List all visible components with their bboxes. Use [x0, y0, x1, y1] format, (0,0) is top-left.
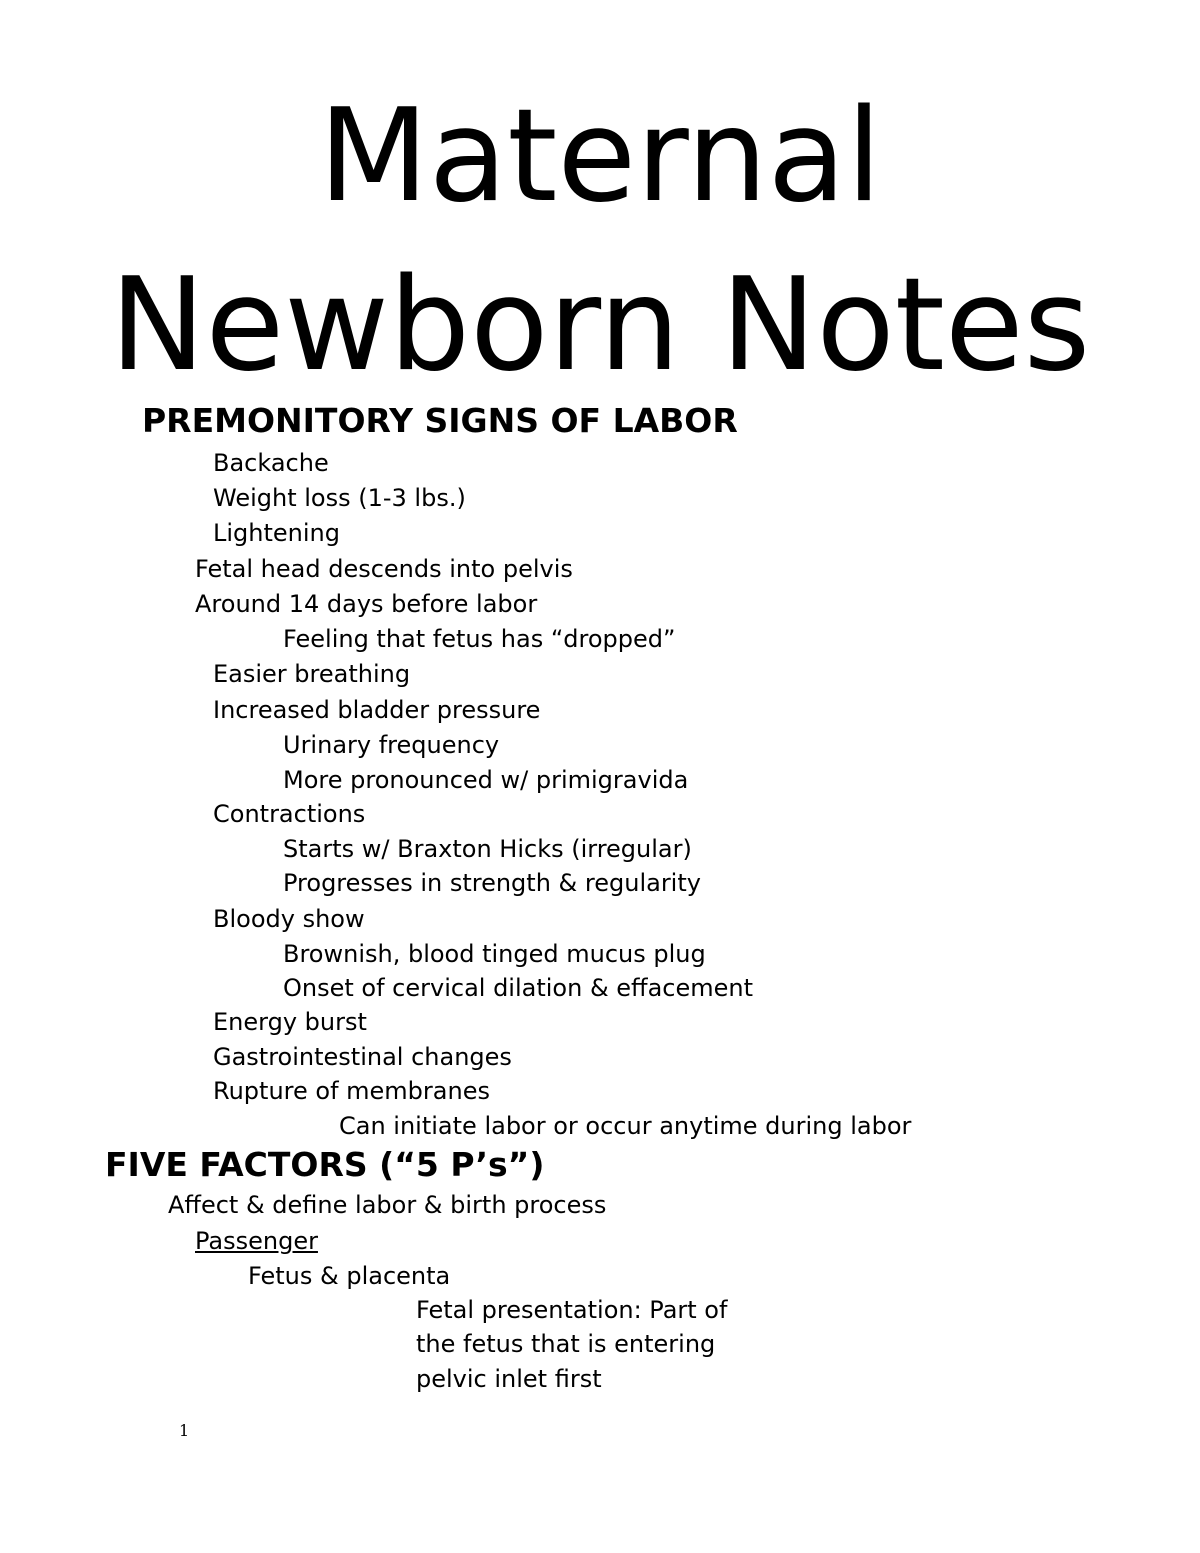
list-item-text: Fetal presentation: Part of	[416, 1296, 728, 1324]
page-number: 1	[179, 1421, 190, 1440]
list-item-text: Feeling that fetus has “dropped”	[283, 625, 676, 653]
page-title-line-2: Newborn Notes	[109, 251, 1091, 400]
list-item-text: More pronounced w/ primigravida	[283, 766, 689, 794]
list-item-text: the fetus that is entering	[416, 1330, 716, 1358]
list-item-text: Onset of cervical dilation & effacement	[283, 974, 754, 1002]
list-item-text: pelvic inlet first	[416, 1365, 602, 1393]
list-item-text: Contractions	[213, 800, 366, 828]
section-heading-premonitory-signs: PREMONITORY SIGNS OF LABOR	[142, 401, 738, 440]
list-item-text: Urinary frequency	[283, 731, 500, 759]
list-item-text: Energy burst	[213, 1008, 367, 1036]
list-item-text: Around 14 days before labor	[195, 590, 538, 618]
list-item-text: Gastrointestinal changes	[213, 1043, 512, 1071]
list-item-text: Brownish, blood tinged mucus plug	[283, 940, 706, 968]
list-item-text: Bloody show	[213, 905, 365, 933]
list-item-text: Weight loss (1-3 lbs.)	[213, 484, 466, 512]
list-item-text: Rupture of membranes	[213, 1077, 490, 1105]
list-item-text: Fetal head descends into pelvis	[195, 555, 573, 583]
list-item-text: Progresses in strength & regularity	[283, 869, 701, 897]
list-item-text: Increased bladder pressure	[213, 696, 541, 724]
page-title-line-1: Maternal	[318, 82, 882, 231]
list-item-text: Starts w/ Braxton Hicks (irregular)	[283, 835, 692, 863]
list-item-text: Affect & define labor & birth process	[168, 1191, 607, 1219]
list-item-text: Backache	[213, 449, 329, 477]
list-item-text: Lightening	[213, 519, 340, 547]
list-item-text: Fetus & placenta	[248, 1262, 451, 1290]
section-heading-five-factors: FIVE FACTORS (“5 P’s”)	[105, 1145, 545, 1184]
list-item-text: Passenger	[195, 1227, 318, 1255]
list-item-text: Easier breathing	[213, 660, 411, 688]
list-item-text: Can initiate labor or occur anytime during labor	[339, 1112, 912, 1140]
